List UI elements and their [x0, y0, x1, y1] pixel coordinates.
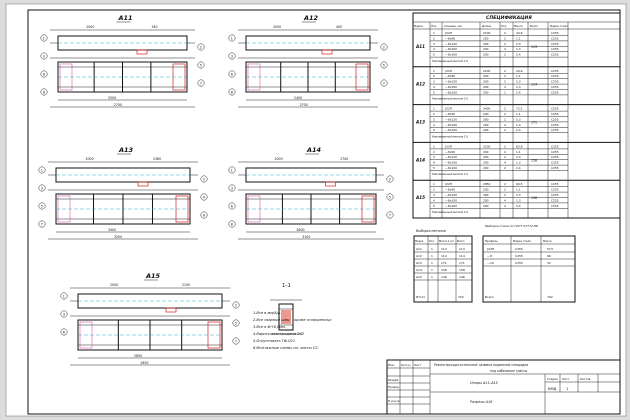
mass-cell: А15 — [416, 275, 422, 279]
spec-cell-section: —8х90 — [445, 149, 456, 154]
view-callout-label: 8 — [230, 222, 233, 227]
view-callout-label: 1 — [62, 294, 65, 299]
spec-cell-section: —8х100 — [445, 90, 457, 95]
spec-cell-steel: С255 — [551, 149, 559, 154]
spec-cell-mass: 1,3 — [516, 85, 521, 89]
view-callout-label: 7 — [234, 339, 237, 344]
spec-cell-section: —8х90 — [445, 112, 456, 116]
spec-cell-pos: 5 — [433, 166, 435, 170]
spec-group-mass: 158 — [531, 158, 538, 163]
spec-cell-mass: 2,3 — [516, 117, 521, 122]
note-5: 5.Огрунтовать ГФ-021 — [253, 339, 296, 343]
steel-cell: С255 — [515, 254, 523, 258]
spec-cell-qty: 2 — [504, 36, 506, 41]
spec-cell-steel: С255 — [551, 41, 559, 46]
view-callout-label: 6 — [42, 72, 45, 77]
spec-cell-length: 300 — [483, 155, 489, 160]
spec-cell-qty: 2 — [504, 187, 506, 192]
spec-cell-section: —8х100 — [445, 198, 457, 203]
view-callout-label: 6 — [230, 204, 233, 209]
spec-cell-steel: С255 — [551, 166, 559, 170]
spec-cell-qty: 4 — [504, 122, 506, 127]
spec-cell-section: [22П — [445, 31, 452, 35]
spec-cell-qty: 2 — [504, 144, 506, 149]
spec-cell-length: 2850 — [483, 182, 491, 187]
spec-header: Масса — [514, 24, 523, 28]
view-callout-label: 2 — [199, 45, 202, 50]
spec-cell-section: —8х120 — [445, 193, 457, 197]
mass-cell: 113 — [441, 247, 447, 251]
spec-cell-length: 2100 — [483, 68, 491, 73]
view-callout-label: 3 — [230, 54, 233, 59]
spec-cell-mass: 2,3 — [516, 193, 521, 197]
spec-cell-section: [22П — [445, 182, 452, 187]
spec-cell-mass: 1,1 — [516, 112, 521, 116]
spec-cell-mass: 2,4 — [516, 166, 521, 170]
mass-title: Выборка металла — [416, 229, 446, 233]
spec-cell-section: [22П — [445, 144, 452, 149]
spec-cell-mass: 1,1 — [516, 187, 521, 192]
spec-cell-steel: С255 — [551, 128, 559, 133]
spec-cell-pos: 5 — [433, 128, 435, 133]
view-dim: 2700 — [113, 103, 122, 107]
spec-mark: А13 — [416, 119, 426, 125]
spec-cell-length: 200 — [483, 112, 489, 116]
spec-cell-qty: 2 — [504, 117, 506, 122]
spec-cell-qty: 2 — [504, 203, 506, 208]
stamp-role-dev: Разраб. — [388, 378, 399, 382]
spec-cell-pos: 5 — [433, 203, 435, 208]
spec-title: СПЕЦИФИКАЦИЯ — [486, 16, 532, 21]
spec-cell-length: 200 — [483, 52, 489, 57]
spec-cell-mass: 1,3 — [516, 198, 521, 203]
view-callout-label: 3 — [40, 186, 43, 191]
spec-cell-pos: 1 — [433, 182, 435, 187]
stamp-sheet-name: Опоры А11–А15 — [470, 381, 498, 385]
view-dim: 2000 — [85, 157, 94, 161]
spec-cell-pos: 5 — [433, 90, 435, 95]
spec-cell-pos: 3 — [433, 79, 435, 84]
spec-cell-qty: 4 — [504, 160, 506, 165]
view-callout-label: 3 — [230, 186, 233, 191]
spec-cell-pos: 4 — [433, 198, 435, 203]
spec-cell-pos: 3 — [433, 41, 435, 46]
view-dim: 2000 — [274, 157, 283, 161]
spec-header: Марка — [414, 24, 423, 28]
spec-cell-section: —8х100 — [445, 203, 457, 208]
spec-cell-qty: 2 — [504, 41, 506, 46]
spec-cell-mass: 1,3 — [516, 122, 521, 127]
mass-cell: 171 — [441, 261, 447, 265]
view-callout-label: 5 — [40, 204, 43, 209]
spec-mark: А15 — [416, 195, 426, 201]
spec-cell-section: —8х120 — [445, 155, 457, 160]
paper-background — [6, 4, 626, 416]
mass-cell: 113 — [459, 247, 465, 251]
steel-cell: 32 — [547, 261, 551, 265]
spec-cell-qty: 2 — [504, 79, 506, 84]
mass-cell: 158 — [441, 268, 447, 272]
view-dim: 2500 — [108, 96, 117, 100]
spec-cell-section: —8х100 — [445, 52, 457, 57]
view-dim: 2700 — [340, 157, 349, 161]
spec-cell-pos: 1 — [433, 106, 435, 111]
note-2: 2.Все сварные швы — [253, 318, 290, 322]
view-dim: 2850 — [140, 361, 149, 365]
spec-header: Сечение, мм — [444, 24, 462, 28]
mass-cell: 1 — [431, 247, 433, 251]
spec-cell-qty: 2 — [504, 74, 506, 79]
spec-group-mass: 114 — [531, 82, 538, 87]
spec-header: Поз. — [431, 24, 437, 28]
spec-cell-length: 200 — [483, 90, 489, 95]
steel-cell: [22П — [487, 247, 495, 251]
spec-cell-length: 200 — [483, 149, 489, 154]
spec-cell-mass: 72,2 — [516, 106, 523, 111]
view-callout-label: 1 — [230, 36, 233, 41]
steel-cell: С255 — [515, 261, 523, 265]
stamp-sheet-label: Лист — [562, 377, 570, 381]
view-dim: 3100 — [302, 235, 311, 239]
spec-cell-section: —8х90 — [445, 74, 456, 79]
view-callout-label: 5 — [388, 195, 391, 200]
spec-cell-qty: 2 — [504, 112, 506, 116]
spec-cell-steel: С255 — [551, 47, 559, 52]
view-callout-label: 2 — [234, 303, 237, 308]
view-title: А15 — [146, 272, 161, 280]
spec-cell-section: [22П — [445, 68, 452, 73]
view-callout-label: 5 — [199, 63, 202, 68]
spec-cell-section: —8х120 — [445, 41, 457, 46]
stamp-sheet-number: 1 — [566, 387, 569, 391]
view-callout-label: 3 — [62, 312, 65, 317]
spec-cell-pos: 2 — [433, 187, 435, 192]
stamp-role-kol: Кол.уч — [401, 363, 411, 367]
spec-cell-steel: С255 — [551, 198, 559, 203]
mass-header: Кол. — [429, 240, 435, 243]
spec-cell-length: 300 — [483, 117, 489, 122]
spec-cell-qty: 2 — [504, 68, 506, 73]
view-callout-label: 6 — [202, 213, 205, 218]
spec-cell-steel: С255 — [551, 160, 559, 165]
spec-group-mass: 146 — [531, 196, 538, 201]
spec-cell-length: 3400 — [483, 106, 491, 111]
spec-header: Длина — [482, 24, 491, 28]
steel-title: Выборка стали по ГОСТ 27772-88 — [485, 224, 538, 228]
spec-cell-mass: 1,3 — [516, 47, 521, 52]
spec-header: Всего — [530, 24, 539, 28]
spec-cell-section: —8х120 — [445, 79, 457, 84]
spec-group-mass: 113 — [531, 44, 538, 49]
spec-cell-pos: 1 — [433, 31, 435, 35]
mass-cell: А13 — [416, 261, 422, 265]
spec-weld-note: Наплавленный металл 1% — [432, 211, 469, 214]
spec-cell-length: 200 — [483, 74, 489, 79]
mass-header: Всего — [457, 240, 465, 243]
steel-cell: —10 — [487, 261, 494, 265]
spec-cell-steel: С255 — [551, 36, 559, 41]
spec-cell-qty: 2 — [504, 31, 506, 35]
spec-cell-length: 2100 — [483, 31, 491, 35]
spec-cell-section: —8х100 — [445, 166, 457, 170]
spec-cell-qty: 4 — [504, 47, 506, 52]
mass-header: Марка — [415, 240, 424, 243]
spec-cell-pos: 2 — [433, 149, 435, 154]
spec-cell-mass: 60,5 — [516, 182, 523, 187]
spec-cell-section: —8х100 — [445, 85, 457, 89]
note-2-extra: кроме оговоренных — [294, 318, 332, 322]
spec-cell-length: 300 — [483, 193, 489, 197]
view-callout-label: 5 — [382, 63, 385, 68]
mass-cell: 1 — [431, 275, 433, 279]
spec-cell-pos: 3 — [433, 193, 435, 197]
steel-cell: —8 — [487, 254, 492, 258]
section-title: 1–1 — [282, 283, 291, 289]
mass-cell: А14 — [416, 268, 422, 272]
spec-cell-length: 200 — [483, 36, 489, 41]
spec-cell-length: 200 — [483, 122, 489, 127]
spec-cell-section: —8х90 — [445, 187, 456, 192]
spec-cell-steel: С255 — [551, 31, 559, 35]
steel-cell: С255 — [515, 247, 523, 251]
spec-cell-mass: 1,3 — [516, 160, 521, 165]
view-callout-label: 2 — [388, 177, 391, 182]
spec-header: Кол. — [501, 24, 508, 28]
spec-cell-steel: С255 — [551, 193, 559, 197]
spec-cell-section: [22П — [445, 106, 452, 111]
spec-mark: А11 — [416, 43, 426, 49]
spec-weld-note: Наплавленный металл 1% — [432, 97, 469, 101]
spec-cell-pos: 2 — [433, 112, 435, 116]
spec-header: Марка стали — [550, 24, 568, 28]
view-callout-label: 7 — [40, 222, 43, 227]
spec-cell-steel: С255 — [551, 79, 559, 84]
steel-cell: 96 — [547, 254, 551, 258]
spec-weld-note: Наплавленный металл 1% — [432, 59, 469, 63]
view-dim: 2000 — [86, 25, 95, 29]
spec-cell-qty: 2 — [504, 182, 506, 187]
stamp-main-title: Реконструкция котельной: заливка подвесной площадки — [434, 363, 529, 367]
note-3: 3.Все в Ф+6,0мм. — [253, 325, 286, 329]
spec-group-mass: 171 — [531, 120, 538, 125]
spec-cell-mass: 1,1 — [516, 149, 521, 154]
spec-mark: А12 — [416, 81, 426, 87]
view-callout-label: 2 — [202, 177, 205, 182]
view-title: А14 — [307, 146, 322, 154]
view-callout-label: 8 — [42, 90, 45, 95]
spec-cell-steel: С255 — [551, 52, 559, 57]
spec-cell-pos: 1 — [433, 68, 435, 73]
spec-cell-pos: 2 — [433, 36, 435, 41]
view-dim: 2380 — [153, 157, 162, 161]
steel-total-value: 702 — [547, 295, 553, 299]
spec-cell-section: —8х100 — [445, 160, 457, 165]
spec-cell-length: 200 — [483, 187, 489, 192]
spec-cell-qty: 2 — [504, 106, 506, 111]
spec-cell-qty: 2 — [504, 149, 506, 154]
spec-cell-length: 200 — [483, 85, 489, 89]
stamp-role-izm: Изм. — [388, 363, 395, 367]
mass-cell: 146 — [441, 275, 447, 279]
spec-cell-mass: 2,4 — [516, 90, 521, 95]
spec-cell-steel: С255 — [551, 117, 559, 122]
spec-cell-qty: 2 — [504, 155, 506, 160]
view-callout-label: 3 — [42, 54, 45, 59]
spec-cell-steel: С255 — [551, 144, 559, 149]
spec-cell-mass: 2,4 — [516, 52, 521, 57]
view-callout-label: 6 — [62, 330, 65, 335]
spec-cell-qty: 2 — [504, 128, 506, 133]
spec-cell-steel: С255 — [551, 106, 559, 111]
view-dim: 2700 — [299, 103, 308, 107]
spec-weld-note: Наплавленный металл 1% — [432, 135, 469, 139]
spec-mark: А14 — [416, 157, 426, 163]
mass-cell: 146 — [459, 275, 465, 279]
steel-cell: 574 — [547, 247, 553, 251]
spec-cell-qty: 4 — [504, 85, 506, 89]
spec-cell-qty: 2 — [504, 166, 506, 170]
spec-cell-steel: С255 — [551, 203, 559, 208]
note-6: 6.Монтажные схемы см. листы С2. — [253, 346, 319, 350]
spec-cell-mass: 44,6 — [516, 31, 523, 35]
spec-cell-section: —8х100 — [445, 122, 457, 127]
view-dim: 340 — [151, 25, 158, 29]
mass-header: Масса 1 шт — [439, 240, 454, 243]
spec-cell-section: —8х100 — [445, 47, 457, 52]
spec-cell-pos: 4 — [433, 85, 435, 89]
spec-cell-length: 200 — [483, 198, 489, 203]
stamp-sub-title: под кабельные трассы — [490, 369, 528, 373]
view-title: А12 — [304, 14, 319, 22]
view-callout-label: 1 — [230, 168, 233, 173]
spec-cell-mass: 2,4 — [516, 203, 521, 208]
stamp-sheets-label: Листов — [580, 377, 591, 381]
view-callout-label: 5 — [234, 321, 237, 326]
spec-weld-note: Наплавленный металл 1% — [432, 173, 469, 177]
spec-cell-steel: С255 — [551, 68, 559, 73]
stamp-sheet-code: КМД — [548, 387, 557, 391]
spec-cell-steel: С255 — [551, 85, 559, 89]
spec-cell-steel: С255 — [551, 155, 559, 160]
steel-header: Профиль — [485, 239, 498, 243]
spec-cell-steel: С255 — [551, 90, 559, 95]
stamp-stage-label: Стадия — [547, 377, 558, 381]
spec-cell-pos: 4 — [433, 47, 435, 52]
spec-cell-pos: 1 — [433, 144, 435, 149]
spec-cell-length: 200 — [483, 47, 489, 52]
spec-cell-mass: 65,8 — [516, 144, 523, 149]
note-4: 4.Варить электродами Э42 — [253, 332, 305, 336]
spec-cell-steel: С255 — [551, 122, 559, 127]
mass-cell: А11 — [416, 247, 422, 251]
spec-cell-mass: 2,3 — [516, 79, 521, 84]
spec-cell-qty: 1 — [504, 90, 506, 95]
spec-cell-section: —8х100 — [445, 128, 457, 133]
mass-cell: 1 — [431, 268, 433, 272]
view-callout-label: 2 — [382, 45, 385, 50]
view-title: А11 — [118, 14, 133, 22]
spec-cell-length: 200 — [483, 160, 489, 165]
mass-total-value: 702 — [458, 295, 464, 299]
spec-cell-mass: 1,1 — [516, 74, 521, 79]
steel-total-label: Всего — [485, 295, 494, 299]
mass-cell: А12 — [416, 254, 422, 258]
stamp-sub-name: Разрезы А16 — [470, 400, 493, 404]
spec-cell-steel: С255 — [551, 112, 559, 116]
view-callout-label: 6 — [230, 72, 233, 77]
spec-cell-pos: 4 — [433, 160, 435, 165]
view-callout-label: 7 — [199, 81, 202, 86]
view-dim: 3400 — [108, 228, 117, 232]
spec-cell-mass: 2,4 — [516, 128, 521, 133]
view-title: А13 — [119, 146, 134, 154]
view-dim: 2850 — [134, 354, 143, 358]
view-callout-label: 7 — [388, 213, 391, 218]
spec-cell-pos: 2 — [433, 74, 435, 79]
view-callout-label: 7 — [382, 81, 385, 86]
spec-cell-pos: 3 — [433, 155, 435, 160]
spec-cell-length: 200 — [483, 203, 489, 208]
spec-cell-length: 300 — [483, 41, 489, 46]
spec-cell-mass: 1,1 — [516, 36, 521, 41]
spec-cell-pos: 3 — [433, 117, 435, 122]
spec-cell-length: 200 — [483, 128, 489, 133]
view-dim: 2000 — [273, 25, 282, 29]
view-callout-label: 8 — [230, 90, 233, 95]
mass-total-label: Итого — [416, 295, 426, 299]
spec-cell-mass: 2,3 — [516, 41, 521, 46]
view-dim: 3200 — [114, 235, 123, 239]
view-dim: 2150 — [182, 283, 191, 287]
steel-header: Масса — [543, 239, 552, 243]
mass-cell: 114 — [441, 254, 447, 258]
spec-cell-section: —8х90 — [445, 36, 456, 41]
note-1: 1.Все в мм/А/А. — [253, 311, 282, 315]
spec-cell-mass: 44,6 — [516, 68, 523, 73]
spec-cell-pos: 4 — [433, 122, 435, 127]
view-dim: 2400 — [294, 96, 303, 100]
spec-cell-steel: С255 — [551, 187, 559, 192]
stamp-role-nkontr: Н.контр. — [388, 399, 401, 403]
mass-cell: 114 — [459, 254, 465, 258]
mass-cell: 158 — [459, 268, 465, 272]
stamp-role-check: Провер. — [388, 385, 400, 389]
steel-header: Марка стали — [513, 239, 531, 243]
spec-cell-mass: 2,3 — [516, 155, 521, 160]
stamp-role-list: Лист — [414, 363, 422, 367]
view-dim: 2000 — [110, 283, 119, 287]
spec-cell-pos: 5 — [433, 52, 435, 57]
spec-cell-steel: С255 — [551, 182, 559, 187]
view-callout-label: 1 — [42, 36, 45, 41]
view-callout-label: 4 — [202, 195, 205, 200]
spec-cell-qty: 2 — [504, 193, 506, 197]
view-dim: 2800 — [296, 228, 305, 232]
spec-cell-section: —8х120 — [445, 117, 457, 122]
spec-cell-qty: 4 — [504, 198, 506, 203]
mass-cell: 171 — [459, 261, 465, 265]
mass-cell: 1 — [431, 261, 433, 265]
spec-cell-steel: С255 — [551, 74, 559, 79]
spec-cell-qty: 1 — [504, 52, 506, 57]
spec-cell-length: 300 — [483, 79, 489, 84]
view-dim: 400 — [336, 25, 343, 29]
spec-cell-length: 3100 — [483, 144, 491, 149]
view-callout-label: 1 — [40, 168, 43, 173]
mass-cell: 1 — [431, 254, 433, 258]
spec-cell-length: 200 — [483, 166, 489, 170]
